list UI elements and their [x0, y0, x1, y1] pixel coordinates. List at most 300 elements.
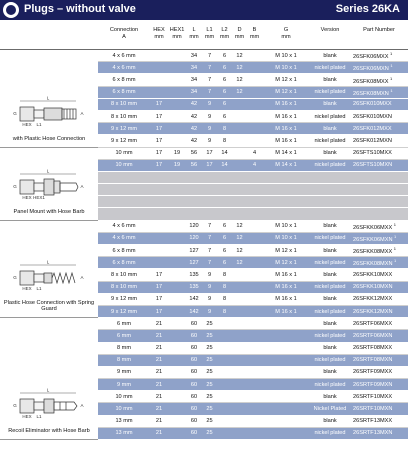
cell-b [247, 196, 262, 208]
svg-text:G: G [13, 110, 17, 116]
cell-version [310, 98, 350, 110]
column-header-l2-title: L2 [221, 27, 228, 33]
cell-l [186, 391, 202, 403]
cell-b [247, 159, 262, 171]
cell-part-number [350, 342, 408, 354]
cell-part-number-value: 26SFK010MXN [353, 113, 392, 120]
plug-drawing-icon [10, 259, 88, 297]
cell-hex [150, 147, 168, 159]
cell-l1 [202, 50, 217, 62]
cell-d [232, 86, 247, 98]
cell-l [186, 269, 202, 281]
cell-part-number [350, 74, 408, 86]
cell-b [247, 403, 262, 415]
cell-l2-value: 6 [222, 89, 227, 96]
cell-l-value: 42 [190, 125, 198, 132]
cell-connection-value: 9 x 12 mm [110, 308, 138, 315]
cell-hex1 [168, 354, 186, 366]
cell-connection [98, 415, 150, 427]
cell-l2-value: 8 [222, 271, 227, 278]
header-image-spacer [0, 25, 98, 50]
cell-l2 [217, 257, 232, 269]
cell-l1-value: 9 [207, 296, 212, 303]
cell-d [232, 98, 247, 110]
cell-l [186, 293, 202, 305]
cell-hex1 [168, 159, 186, 171]
cell-connection [98, 135, 150, 147]
cell-d [232, 245, 247, 257]
cell-connection-value: 8 x 10 mm [110, 101, 138, 108]
cell-version [310, 208, 350, 220]
cell-d [232, 232, 247, 244]
cell-l2 [217, 379, 232, 391]
section-illustration-cell [0, 50, 98, 148]
cell-l2-value: 6 [222, 113, 227, 120]
cell-part-number [350, 318, 408, 330]
cell-b [247, 220, 262, 232]
cell-l1-value: 7 [207, 247, 212, 254]
cell-b [247, 208, 262, 220]
cell-l2 [217, 123, 232, 135]
cell-part-number [350, 379, 408, 391]
cell-hex1 [168, 135, 186, 147]
cell-version-value: nickel plated [314, 259, 346, 266]
cell-part-number-value: 26SFK06MXX [353, 54, 389, 61]
cell-part-number [350, 123, 408, 135]
cell-connection [98, 305, 150, 317]
cell-hex1 [168, 257, 186, 269]
cell-b [247, 354, 262, 366]
cell-l2 [217, 208, 232, 220]
cell-version [310, 86, 350, 98]
section-caption: with Plastic Hose Connection [12, 135, 86, 142]
cell-l2 [217, 171, 232, 183]
cell-hex1 [168, 318, 186, 330]
cell-l-value: 34 [190, 52, 198, 59]
cell-g-value: M 12 x 1 [275, 247, 297, 254]
svg-text:G: G [13, 183, 17, 189]
cell-part-number-value: 26SRTF13MXX [353, 418, 393, 425]
cell-hex [150, 196, 168, 208]
cell-version [310, 330, 350, 342]
cell-hex-value: 21 [155, 345, 163, 352]
cell-l-value: 56 [190, 150, 198, 157]
cell-l-value: 34 [190, 64, 198, 71]
cell-l1-value: 9 [207, 137, 212, 144]
cell-hex [150, 330, 168, 342]
column-header-part-number [350, 25, 408, 50]
cell-l1-value: 9 [207, 125, 212, 132]
footnote-marker: 1 [390, 75, 393, 81]
cell-l1 [202, 427, 217, 439]
cell-version-value: nickel plated [314, 430, 346, 437]
cell-d [232, 293, 247, 305]
cell-g [262, 281, 310, 293]
cell-l-value: 60 [190, 418, 198, 425]
cell-connection-value: 9 x 12 mm [110, 137, 138, 144]
column-header-g [262, 25, 310, 50]
cell-l2 [217, 427, 232, 439]
svg-text:HEX: HEX [22, 194, 32, 200]
cell-part-number-value: 26SFTS10MXX [353, 150, 392, 157]
cell-version [310, 366, 350, 378]
cell-l [186, 342, 202, 354]
cell-hex [150, 86, 168, 98]
cell-version [310, 62, 350, 74]
section-caption: Recoil Eliminator with Hose Barb [8, 428, 90, 434]
cell-hex [150, 403, 168, 415]
cell-version-value: nickel plated [314, 113, 346, 120]
cell-connection [98, 342, 150, 354]
column-header-d-unit: mm [234, 33, 245, 40]
cell-part-number [350, 184, 408, 196]
cell-l-value: 42 [190, 113, 198, 120]
cell-l-value: 60 [190, 320, 198, 327]
cell-connection [98, 403, 150, 415]
cell-version-value: blank [323, 320, 337, 327]
cell-d [232, 171, 247, 183]
cell-l1 [202, 366, 217, 378]
section-illustration-cell [0, 220, 98, 318]
cell-hex1 [168, 147, 186, 159]
cell-connection-value: 4 x 6 mm [112, 64, 136, 71]
cell-g-value: M 16 x 1 [275, 308, 297, 315]
cell-d [232, 354, 247, 366]
cell-part-number-value: 26SFK08MXX [353, 78, 389, 85]
cell-d [232, 269, 247, 281]
cell-hex-value: 17 [155, 125, 163, 132]
cell-part-number-value: 26SFK010MXX [353, 101, 392, 108]
cell-l [186, 74, 202, 86]
cell-l [186, 245, 202, 257]
cell-hex-value: 17 [155, 284, 163, 291]
cell-connection [98, 391, 150, 403]
cell-g [262, 159, 310, 171]
cell-version [310, 305, 350, 317]
cell-hex [150, 208, 168, 220]
cell-hex [150, 281, 168, 293]
cell-connection-value: 6 x 8 mm [112, 76, 136, 83]
cell-l1-value: 7 [207, 259, 212, 266]
cell-l [186, 427, 202, 439]
cell-version [310, 281, 350, 293]
cell-hex-value: 21 [155, 393, 163, 400]
cell-connection-value: 4 x 6 mm [112, 223, 136, 230]
cell-hex-value: 17 [155, 101, 163, 108]
cell-d [232, 159, 247, 171]
cell-connection [98, 62, 150, 74]
cell-version-value: blank [323, 223, 337, 230]
cell-d-value: 12 [236, 223, 243, 230]
cell-hex-value: 21 [155, 406, 163, 413]
cell-l [186, 86, 202, 98]
cell-part-number [350, 159, 408, 171]
column-header-l [186, 25, 202, 50]
cell-hex1 [168, 305, 186, 317]
cell-version [310, 403, 350, 415]
cell-version-value: blank [323, 271, 337, 278]
cell-connection-value: 13 mm [115, 418, 133, 425]
cell-l1-value: 17 [206, 162, 213, 169]
cell-hex1 [168, 245, 186, 257]
cell-l2-value: 6 [222, 259, 227, 266]
svg-text:A: A [80, 403, 84, 408]
cell-l2 [217, 354, 232, 366]
cell-b [247, 427, 262, 439]
cell-g [262, 415, 310, 427]
cell-g [262, 257, 310, 269]
cell-l2 [217, 318, 232, 330]
cell-b [247, 184, 262, 196]
cell-g [262, 147, 310, 159]
cell-hex-value: 17 [155, 308, 163, 315]
cell-l-value: 42 [190, 137, 198, 144]
cell-g [262, 379, 310, 391]
cell-connection-value: 6 x 8 mm [112, 89, 136, 96]
svg-text:L1: L1 [36, 414, 42, 419]
cell-hex1 [168, 342, 186, 354]
cell-l1-value: 25 [206, 393, 213, 400]
cell-l [186, 208, 202, 220]
cell-b [247, 171, 262, 183]
cell-connection [98, 147, 150, 159]
cell-l2 [217, 403, 232, 415]
svg-text:HEX1: HEX1 [33, 194, 45, 200]
cell-connection [98, 269, 150, 281]
cell-hex1 [168, 391, 186, 403]
cell-l [186, 415, 202, 427]
cell-l1 [202, 305, 217, 317]
cell-version [310, 171, 350, 183]
svg-text:HEX: HEX [22, 286, 32, 292]
cell-hex1 [168, 415, 186, 427]
cell-hex1 [168, 330, 186, 342]
cell-l2 [217, 135, 232, 147]
cell-connection-value: 10 mm [115, 406, 133, 413]
cell-part-number [350, 403, 408, 415]
cell-version [310, 391, 350, 403]
cell-g-value: M 16 x 1 [275, 296, 297, 303]
cell-d [232, 123, 247, 135]
cell-l [186, 232, 202, 244]
svg-text:HEX: HEX [22, 121, 32, 127]
footnote-marker: 1 [390, 51, 393, 57]
cell-l2 [217, 281, 232, 293]
cell-b [247, 281, 262, 293]
cell-g [262, 171, 310, 183]
cell-hex1 [168, 403, 186, 415]
cell-connection-value: 10 mm [115, 150, 133, 157]
cell-b [247, 62, 262, 74]
cell-version-value: nickel plated [314, 332, 346, 339]
cell-connection [98, 427, 150, 439]
cell-l [186, 50, 202, 62]
cell-l2-value: 14 [221, 150, 228, 157]
cell-connection [98, 184, 150, 196]
cell-part-number [350, 135, 408, 147]
cell-version-value: nickel plated [314, 137, 346, 144]
cell-hex [150, 245, 168, 257]
cell-version [310, 159, 350, 171]
cell-hex-value: 17 [155, 162, 163, 169]
cell-connection-value: 6 mm [117, 332, 131, 339]
cell-l1-value: 25 [206, 369, 213, 376]
cell-connection [98, 330, 150, 342]
column-header-d [232, 25, 247, 50]
svg-text:L1: L1 [36, 121, 42, 127]
cell-l [186, 159, 202, 171]
cell-part-number [350, 269, 408, 281]
cell-l2-value: 6 [222, 76, 227, 83]
column-header-connection-title: Connection [109, 27, 139, 33]
cell-l1-value: 25 [206, 430, 213, 437]
cell-l1 [202, 330, 217, 342]
cell-connection-value: 9 x 12 mm [110, 296, 138, 303]
cell-version [310, 293, 350, 305]
cell-l-value: 42 [190, 101, 198, 108]
cell-l2 [217, 330, 232, 342]
cell-hex-value: 21 [155, 320, 163, 327]
cell-version [310, 74, 350, 86]
cell-l1 [202, 269, 217, 281]
cell-l1-value: 25 [206, 332, 213, 339]
svg-text:G: G [13, 275, 17, 281]
cell-hex [150, 98, 168, 110]
cell-version-value: nickel plated [314, 357, 346, 364]
cell-l2 [217, 86, 232, 98]
cell-part-number [350, 50, 408, 62]
svg-text:L: L [46, 95, 50, 100]
cell-b [247, 318, 262, 330]
cell-hex1 [168, 427, 186, 439]
cell-l1 [202, 281, 217, 293]
cell-l2-value: 6 [222, 64, 227, 71]
cell-part-number-value: 26SRTF06MXX [353, 320, 393, 327]
cell-b [247, 293, 262, 305]
footnote-marker: 1 [393, 221, 396, 227]
cell-hex [150, 427, 168, 439]
section-illustration-cell [0, 147, 98, 220]
column-header-b [247, 25, 262, 50]
cell-part-number [350, 305, 408, 317]
cell-d [232, 305, 247, 317]
cell-d [232, 366, 247, 378]
cell-l2-value: 6 [222, 52, 227, 59]
cell-g-value: M 16 x 1 [275, 113, 297, 120]
cell-l1 [202, 391, 217, 403]
cell-hex [150, 318, 168, 330]
cell-version-value: blank [323, 125, 337, 132]
section-caption: Plastic Hose Connection with Spring Guard [3, 300, 95, 313]
cell-connection-value: 8 x 10 mm [110, 113, 138, 120]
cell-b-value: 4 [252, 150, 257, 157]
cell-g [262, 86, 310, 98]
cell-hex-value: 17 [155, 271, 163, 278]
cell-d [232, 220, 247, 232]
cell-hex1 [168, 110, 186, 122]
cell-part-number [350, 62, 408, 74]
cell-d [232, 391, 247, 403]
column-header-part-number-title: Part Number [363, 27, 395, 33]
cell-d [232, 403, 247, 415]
cell-l2-value: 14 [221, 162, 228, 169]
cell-g-value: M 16 x 1 [275, 271, 297, 278]
cell-hex1 [168, 366, 186, 378]
column-header-l-title: L [192, 27, 196, 33]
cell-b [247, 50, 262, 62]
cell-part-number [350, 171, 408, 183]
cell-g [262, 62, 310, 74]
cell-version-value: blank [323, 296, 337, 303]
plug-drawing-icon [10, 387, 88, 425]
cell-connection [98, 171, 150, 183]
cell-b [247, 86, 262, 98]
cell-version [310, 220, 350, 232]
cell-hex [150, 110, 168, 122]
svg-text:L: L [46, 387, 50, 393]
table-row [0, 50, 408, 62]
cell-hex1 [168, 50, 186, 62]
cell-l1-value: 25 [206, 406, 213, 413]
cell-l [186, 366, 202, 378]
cell-l [186, 123, 202, 135]
cell-l1-value: 25 [206, 418, 213, 425]
cell-l-value: 60 [190, 357, 198, 364]
column-header-b-title: B [252, 27, 257, 33]
cell-g [262, 232, 310, 244]
cell-l-value: 60 [190, 393, 198, 400]
svg-text:L: L [46, 259, 50, 265]
cell-connection-value: 10 mm [115, 393, 133, 400]
cell-g-value: M 16 x 1 [275, 125, 297, 132]
cell-l [186, 135, 202, 147]
cell-l1 [202, 110, 217, 122]
cell-connection [98, 293, 150, 305]
cell-l [186, 305, 202, 317]
cell-g-value: M 10 x 1 [275, 52, 297, 59]
cell-hex-value: 21 [155, 418, 163, 425]
cell-l1 [202, 245, 217, 257]
svg-text:HEX: HEX [22, 414, 32, 419]
cell-hex-value: 21 [155, 357, 163, 364]
cell-part-number [350, 427, 408, 439]
cell-connection [98, 196, 150, 208]
cell-g [262, 110, 310, 122]
cell-connection-value: 13 mm [115, 430, 133, 437]
section-illustration-cell [0, 318, 98, 440]
column-header-hex1 [168, 25, 186, 50]
cell-l1-value: 9 [207, 308, 212, 315]
cell-l-value: 34 [190, 89, 198, 96]
cell-connection [98, 366, 150, 378]
cell-l-value: 56 [190, 162, 198, 169]
cell-g-value: M 10 x 1 [275, 235, 297, 242]
cell-hex1 [168, 74, 186, 86]
svg-text:G: G [13, 403, 17, 408]
cell-hex [150, 415, 168, 427]
cell-d-value: 12 [236, 259, 243, 266]
cell-l2 [217, 50, 232, 62]
column-header-b-unit: mm [249, 33, 260, 40]
cell-hex1 [168, 379, 186, 391]
cell-version-value: nickel plated [314, 162, 346, 169]
cell-connection [98, 245, 150, 257]
cell-connection [98, 354, 150, 366]
column-header-connection-unit: A [122, 33, 126, 40]
table-row [0, 318, 408, 330]
cell-g-value: M 12 x 1 [275, 89, 297, 96]
cell-l2-value: 8 [222, 284, 227, 291]
